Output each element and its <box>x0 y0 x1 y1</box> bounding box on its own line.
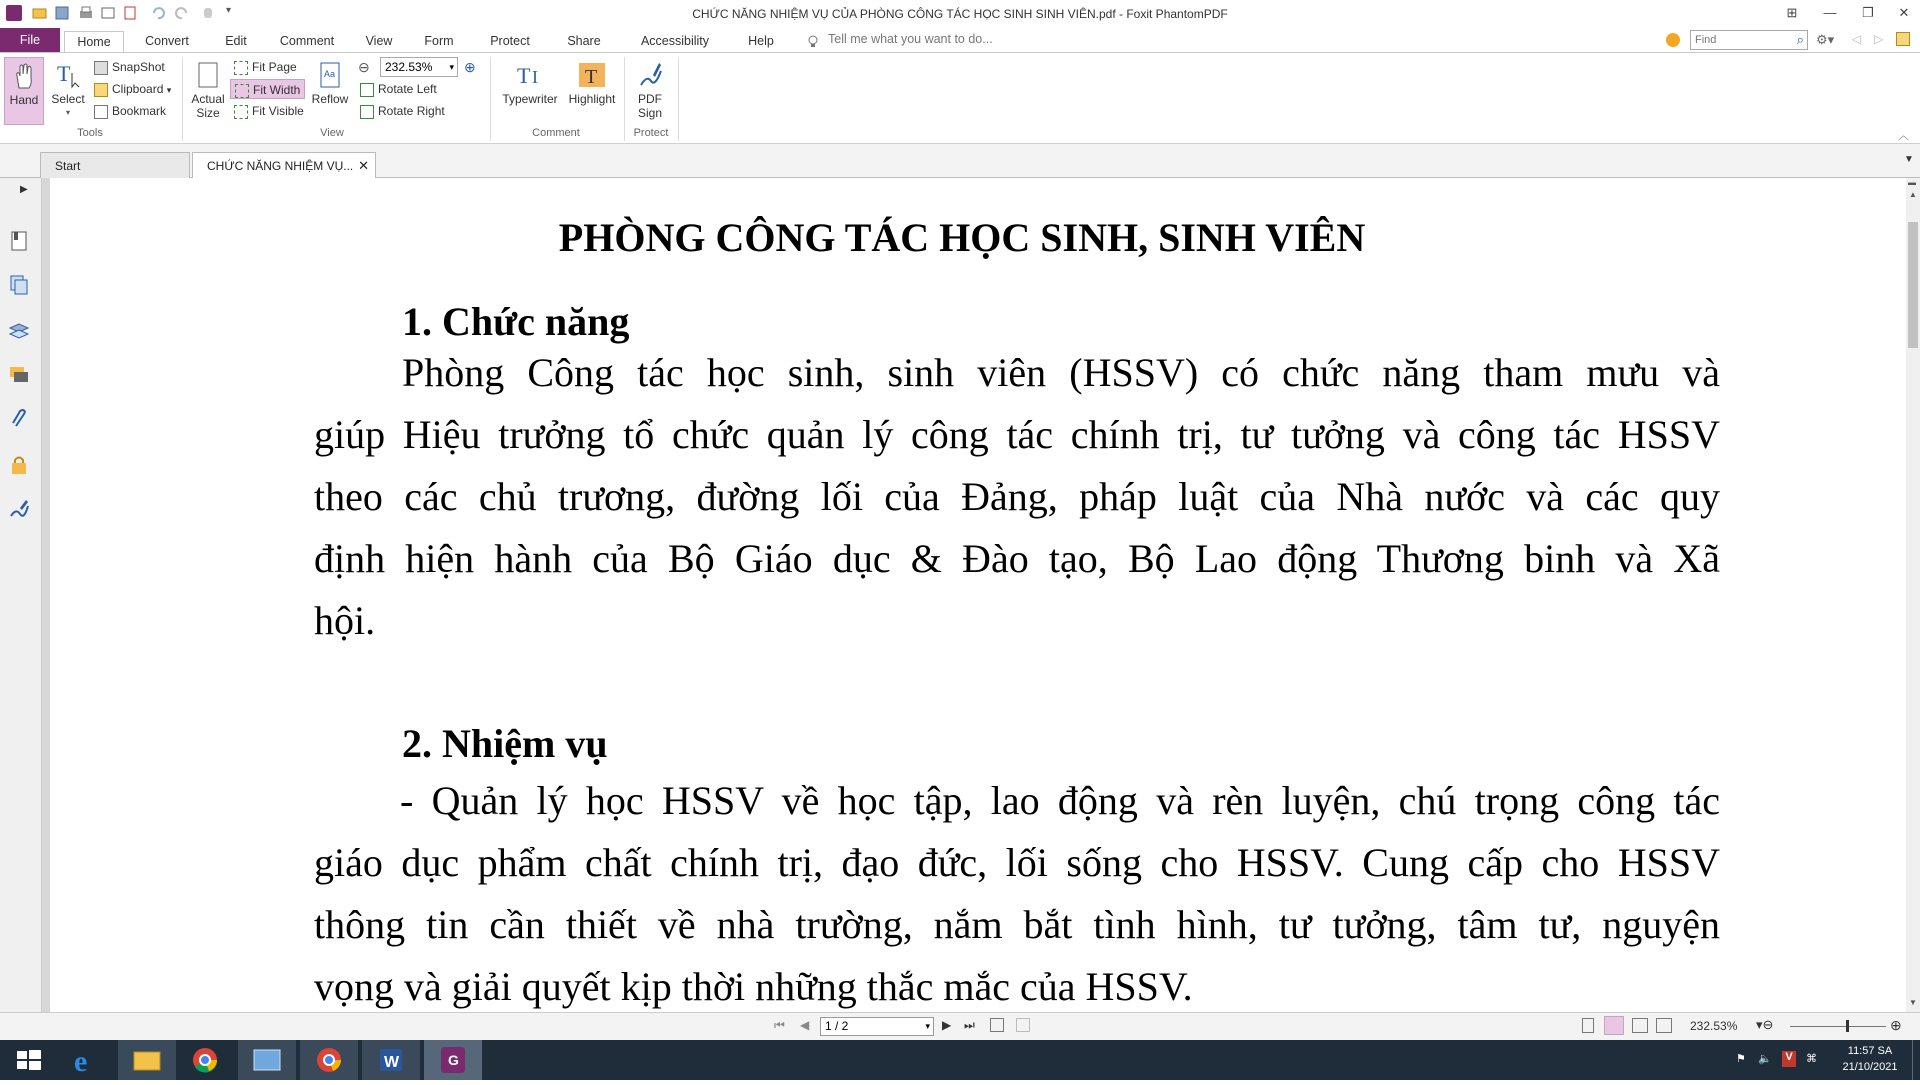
tools-group-label: Tools <box>77 127 103 139</box>
typewriter-label: Typewriter <box>502 92 558 106</box>
svg-text:G: G <box>448 1052 459 1068</box>
navigation-panel <box>0 178 42 1012</box>
fit-width-icon <box>235 84 249 98</box>
foxit-phantompdf-taskbar-icon[interactable] <box>424 1040 482 1080</box>
svg-text:T: T <box>517 63 531 88</box>
bookmark-label: Bookmark <box>112 104 167 118</box>
clock-date[interactable]: 21/10/2021 <box>1842 1061 1898 1073</box>
comments-panel-icon[interactable] <box>8 364 30 386</box>
rotate-left-label: Rotate Left <box>378 82 437 96</box>
actual-size-label-2: Size <box>196 106 220 120</box>
group-divider <box>678 57 679 141</box>
prev-result-icon[interactable]: ◁ <box>1852 32 1862 46</box>
single-page-icon[interactable] <box>1582 1018 1594 1033</box>
tab-convert[interactable]: Convert <box>145 34 189 48</box>
page-dropdown-icon[interactable]: ▾ <box>925 1021 930 1031</box>
zoom-slider-thumb[interactable] <box>1846 1020 1849 1032</box>
fit-page-icon <box>234 61 248 75</box>
zoom-select[interactable]: 232.53% ▾ <box>380 57 458 77</box>
pdf-sign-label-1: PDF <box>638 92 662 106</box>
zoom-in-icon[interactable]: ⊕ <box>464 59 476 75</box>
bookmark-icon <box>94 105 108 119</box>
svg-text:W: W <box>384 1054 400 1071</box>
ribbon-home <box>0 52 1920 144</box>
fit-width-button[interactable] <box>230 79 305 99</box>
hand-button[interactable] <box>4 57 44 125</box>
svg-text:T: T <box>585 66 598 88</box>
zoom-slider[interactable] <box>1790 1026 1886 1027</box>
reflow-button[interactable] <box>310 57 350 125</box>
paragraph-line: thông tin cần thiết về nhà trường, nắm bắt tình hình, tư tưởng, tâm tư, nguyện <box>314 902 1720 947</box>
zoom-out-status-icon[interactable]: ▾⊖ <box>1756 1017 1774 1032</box>
tab-start[interactable]: Start <box>40 152 190 178</box>
chrome-icon[interactable] <box>176 1040 234 1080</box>
tab-edit[interactable]: Edit <box>225 34 247 48</box>
fit-page-label: Fit Page <box>252 60 297 74</box>
section-2-heading: 2. Nhiệm vụ <box>402 721 608 766</box>
fit-width-label: Fit Width <box>253 83 301 97</box>
minimize-button[interactable]: — <box>1823 5 1837 20</box>
page-number-value: 1 / 2 <box>825 1019 849 1033</box>
section-2-body <box>314 770 1720 1012</box>
select-text-icon <box>55 61 81 89</box>
document-viewer[interactable] <box>42 178 1906 1012</box>
facing-page-icon[interactable] <box>1632 1018 1648 1033</box>
close-button[interactable]: ✕ <box>1898 5 1910 20</box>
windows-start-icon[interactable] <box>0 1040 58 1080</box>
first-page-icon[interactable]: ⏮ <box>774 1018 785 1032</box>
paragraph-line: vọng và giải quyết kịp thời những thắc mắc của HSSV. <box>314 964 1193 1009</box>
snapshot-button[interactable] <box>94 57 165 77</box>
paragraph-line: theo các chủ trương, đường lối của Đảng, pháp luật của Nhà nước và các quy <box>314 474 1720 519</box>
page-number-input[interactable] <box>820 1017 934 1036</box>
zoom-level[interactable]: 232.53% <box>1690 1019 1738 1033</box>
document-title: PHÒNG CÔNG TÁC HỌC SINH, SINH VIÊN <box>558 215 1366 260</box>
typewriter-icon <box>515 61 545 89</box>
fit-page-button[interactable] <box>234 57 297 77</box>
attachments-panel-icon[interactable] <box>8 408 30 430</box>
status-bar <box>0 1012 1920 1040</box>
expand-panel-icon[interactable]: ▶ <box>20 184 28 195</box>
previous-view-icon[interactable] <box>990 1018 1004 1032</box>
paragraph-line: hội. <box>314 598 376 643</box>
last-page-icon[interactable]: ⏭ <box>964 1018 975 1032</box>
reflow-label: Reflow <box>311 92 349 106</box>
chrome-profile-icon[interactable] <box>300 1040 358 1080</box>
find-placeholder: Find <box>1695 34 1717 46</box>
tab-comment[interactable]: Comment <box>279 34 335 48</box>
zoom-value: 232.53% <box>385 60 433 74</box>
lightbulb-icon <box>806 34 820 48</box>
tab-current-label: CHỨC NĂNG NHIỆM VỤ... <box>207 159 354 173</box>
continuous-facing-icon[interactable] <box>1656 1018 1672 1033</box>
pdf-sign-label-2: Sign <box>637 106 663 120</box>
actual-size-button[interactable] <box>188 57 228 125</box>
snapshot-label: SnapShot <box>112 60 165 74</box>
scroll-up-icon[interactable]: ▲ <box>1909 190 1917 199</box>
tell-me-input[interactable]: Tell me what you want to do... <box>828 32 993 46</box>
reflow-icon <box>317 61 343 89</box>
highlight-label: Highlight <box>568 92 616 106</box>
tab-file[interactable]: File <box>0 28 60 52</box>
rotate-left-icon <box>360 83 374 97</box>
signature-panel-icon[interactable] <box>8 498 30 520</box>
pdf-sign-button[interactable] <box>630 57 670 125</box>
tab-accessibility[interactable]: Accessibility <box>640 34 710 48</box>
feedback-icon[interactable] <box>1666 33 1680 47</box>
fit-visible-label: Fit Visible <box>252 104 304 118</box>
section-1-body <box>314 342 1720 652</box>
rotate-right-button[interactable] <box>360 101 445 121</box>
section-1-heading: 1. Chức năng <box>402 299 630 344</box>
tab-share[interactable]: Share <box>567 34 601 48</box>
zoom-in-status-icon[interactable]: ⊕ <box>1890 1017 1902 1033</box>
typewriter-button[interactable] <box>498 57 562 125</box>
pages-panel-icon[interactable] <box>8 274 30 296</box>
word-icon[interactable] <box>362 1040 420 1080</box>
clipboard-label: Clipboard <box>112 82 164 96</box>
svg-text:e: e <box>74 1045 88 1078</box>
document-tabs <box>0 144 1920 178</box>
next-page-icon[interactable]: ▶ <box>942 1018 952 1032</box>
search-folder-icon[interactable] <box>1896 32 1910 46</box>
internet-explorer-icon[interactable] <box>58 1040 116 1080</box>
layers-panel-icon[interactable] <box>8 320 30 342</box>
settings-gear-icon[interactable]: ⚙▾ <box>1816 32 1835 47</box>
volume-icon[interactable]: 🔈 <box>1758 1053 1772 1065</box>
select-button[interactable] <box>48 57 88 125</box>
actual-size-label-1: Actual <box>191 92 225 106</box>
clipboard-icon <box>94 83 108 97</box>
tab-help[interactable]: Help <box>748 34 774 48</box>
control-panel-icon[interactable] <box>238 1040 296 1080</box>
title-bar <box>0 0 1920 28</box>
split-view-icon[interactable]: ▬ <box>1908 178 1916 187</box>
rotate-left-button[interactable] <box>360 79 437 99</box>
protect-group-label: Protect <box>633 127 669 139</box>
close-tab-icon[interactable]: ✕ <box>358 158 369 173</box>
svg-text:Aa: Aa <box>324 69 336 79</box>
flag-icon[interactable]: ⚑ <box>1736 1053 1746 1065</box>
tab-current-document[interactable] <box>192 152 376 178</box>
find-box[interactable] <box>1690 30 1808 50</box>
paragraph-line: giúp Hiệu trưởng tổ chức quản lý công tác chính trị, tư tưởng và công tác HSSV <box>314 412 1720 457</box>
restore-button[interactable]: ❐ <box>1862 5 1874 20</box>
actual-size-icon <box>195 61 221 89</box>
taskbar <box>0 1040 1920 1080</box>
next-result-icon[interactable]: ▷ <box>1874 32 1884 46</box>
continuous-page-icon[interactable] <box>1604 1016 1624 1035</box>
pen-sign-icon <box>637 61 663 89</box>
scroll-thumb[interactable] <box>1908 222 1918 348</box>
fit-visible-icon <box>234 105 248 119</box>
highlight-button[interactable] <box>564 57 620 125</box>
tab-list-dropdown-icon[interactable]: ▼ <box>1904 154 1914 165</box>
svg-text:I: I <box>532 67 538 87</box>
camera-icon <box>94 61 108 75</box>
scroll-down-icon[interactable]: ▼ <box>1909 998 1917 1007</box>
menu-bar <box>0 28 1920 52</box>
tab-home[interactable]: Home <box>64 31 124 53</box>
highlight-icon <box>577 61 607 89</box>
zoom-out-icon[interactable]: ⊖ <box>358 59 370 75</box>
clock-time[interactable]: 11:57 SA <box>1847 1045 1893 1057</box>
svg-text:T: T <box>57 61 71 86</box>
rotate-right-icon <box>360 105 374 119</box>
bookmarks-panel-icon[interactable] <box>8 230 30 252</box>
next-view-icon[interactable] <box>1016 1018 1030 1032</box>
tab-form[interactable]: Form <box>424 34 454 48</box>
hand-label: Hand <box>9 93 39 107</box>
window-title: CHỨC NĂNG NHIỆM VỤ CỦA PHÒNG CÔNG TÁC HỌC SINH SINH VIÊN.pdf - Foxit PhantomPDF <box>692 7 1228 21</box>
select-dropdown-icon: ▾ <box>65 108 70 117</box>
search-icon[interactable]: ⌕ <box>1796 32 1804 47</box>
paragraph-line: định hiện hành của Bộ Giáo dục & Đào tạo, Bộ Lao động Thương binh và Xã <box>314 536 1720 581</box>
customize-quick-access-icon[interactable]: ▾ <box>226 5 232 16</box>
file-explorer-icon[interactable] <box>118 1040 176 1080</box>
comment-group-label: Comment <box>532 127 580 139</box>
fit-visible-button[interactable] <box>234 101 304 121</box>
tab-view[interactable]: View <box>365 34 393 48</box>
view-group-label: View <box>320 127 344 139</box>
clipboard-button[interactable]: Clipboard ▾ <box>94 79 171 99</box>
collapse-ribbon-icon[interactable]: ︿ <box>1898 130 1909 142</box>
pdf-page <box>50 178 1906 1012</box>
hand-icon <box>11 62 37 90</box>
paragraph-line: Phòng Công tác học sinh, sinh viên (HSSV) có chức năng tham mưu và <box>402 350 1720 395</box>
layout-icon[interactable]: ⊞ <box>1786 5 1798 20</box>
paragraph-line: giáo dục phẩm chất chính trị, đạo đức, lối sống cho HSSV. Cung cấp cho HSSV <box>314 840 1720 885</box>
network-icon[interactable]: ⌘ <box>1806 1053 1817 1065</box>
vertical-scrollbar[interactable] <box>1906 178 1920 1012</box>
bookmark-button[interactable] <box>94 101 166 121</box>
tab-protect[interactable]: Protect <box>490 34 530 48</box>
select-label: Select <box>51 92 85 106</box>
rotate-right-label: Rotate Right <box>378 104 445 118</box>
show-desktop-button[interactable] <box>1912 1040 1913 1080</box>
vietkey-icon[interactable]: V <box>1782 1051 1796 1067</box>
security-lock-icon[interactable] <box>8 454 30 476</box>
previous-page-icon[interactable]: ◀ <box>800 1018 810 1032</box>
paragraph-line: - Quản lý học HSSV về học tập, lao động và rèn luyện, chú trọng công tác <box>400 778 1720 823</box>
